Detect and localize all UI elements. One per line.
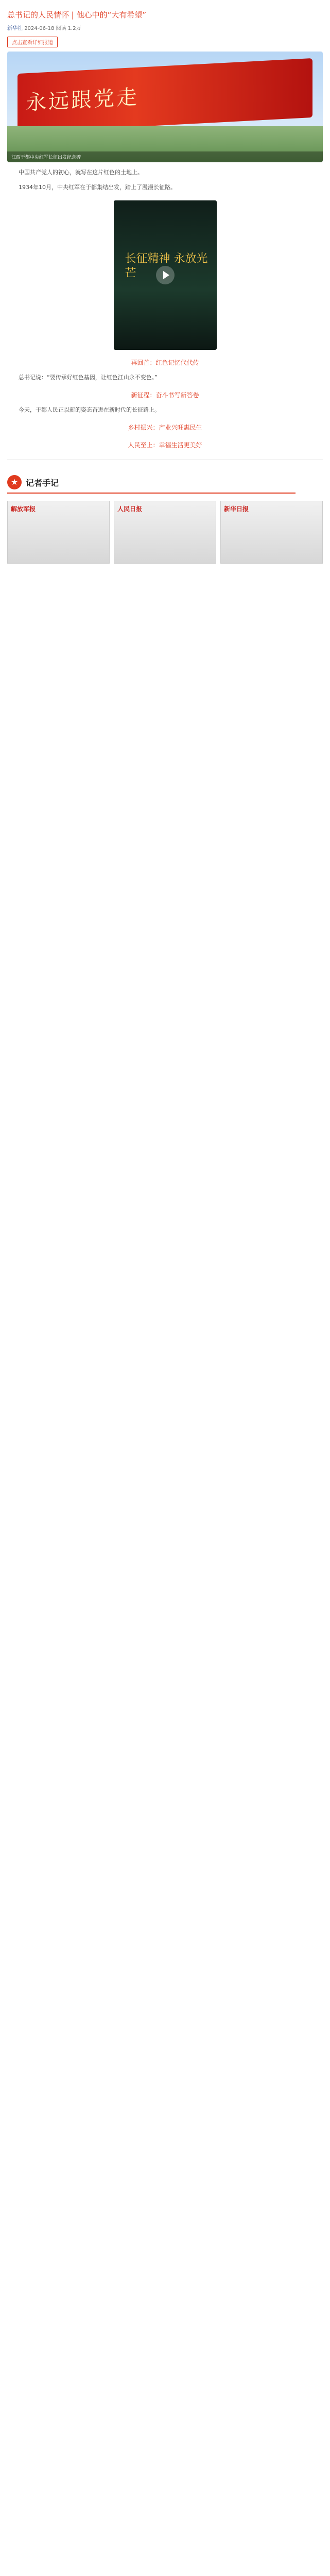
notes-underline <box>7 493 296 494</box>
thumb-caption: 人民日报 <box>117 505 143 513</box>
hero-flag <box>18 58 312 133</box>
hero-image <box>7 52 323 162</box>
detail-link[interactable]: 点击查看详细报道 <box>7 37 58 47</box>
article <box>7 0 323 564</box>
hero-caption: 江西于都中央红军长征出发纪念碑 <box>7 151 323 162</box>
video-player[interactable] <box>114 200 217 350</box>
article-source[interactable]: 新华社 <box>7 26 23 31</box>
newspaper-thumb[interactable] <box>220 501 323 564</box>
section-heading: 乡村振兴：产业兴旺惠民生 <box>128 424 202 431</box>
article-date: 2024-06-18 <box>24 26 55 31</box>
play-icon[interactable] <box>156 266 175 284</box>
section-heading: 再回首：红色记忆代代传 <box>131 359 199 366</box>
thumb-caption: 新华日报 <box>224 505 249 513</box>
paragraph: 1934年10月，中央红军在于都集结出发，踏上了漫漫长征路。 <box>19 184 176 191</box>
video-title: 长征精神 永放光芒 <box>125 252 208 280</box>
article-views: 阅读 1.2万 <box>56 26 81 31</box>
newspaper-thumbnails <box>7 501 323 564</box>
reporter-notes-label: 记者手记 <box>26 478 59 488</box>
reporter-notes-header <box>7 475 323 489</box>
newspaper-thumb[interactable] <box>114 501 216 564</box>
article-title: 总书记的人民情怀 | 他心中的“大有希望” <box>7 10 147 20</box>
divider <box>7 459 323 460</box>
hero-flag-text: 永远跟党走 <box>26 85 139 115</box>
star-icon: ★ <box>7 475 22 489</box>
section-heading: 新征程：奋斗书写新答卷 <box>131 392 199 399</box>
paragraph: 中国共产党人的初心，就写在这片红色的土地上。 <box>19 169 143 176</box>
paragraph: 今天，于都人民正以新的姿态奋进在新时代的长征路上。 <box>19 406 160 413</box>
paragraph: 总书记说：“要传承好红色基因，让红色江山永不变色。” <box>19 374 158 381</box>
thumb-caption: 解放军报 <box>11 505 36 513</box>
article-meta <box>7 24 323 31</box>
section-heading: 人民至上：幸福生活更美好 <box>128 442 202 449</box>
newspaper-thumb[interactable] <box>7 501 110 564</box>
